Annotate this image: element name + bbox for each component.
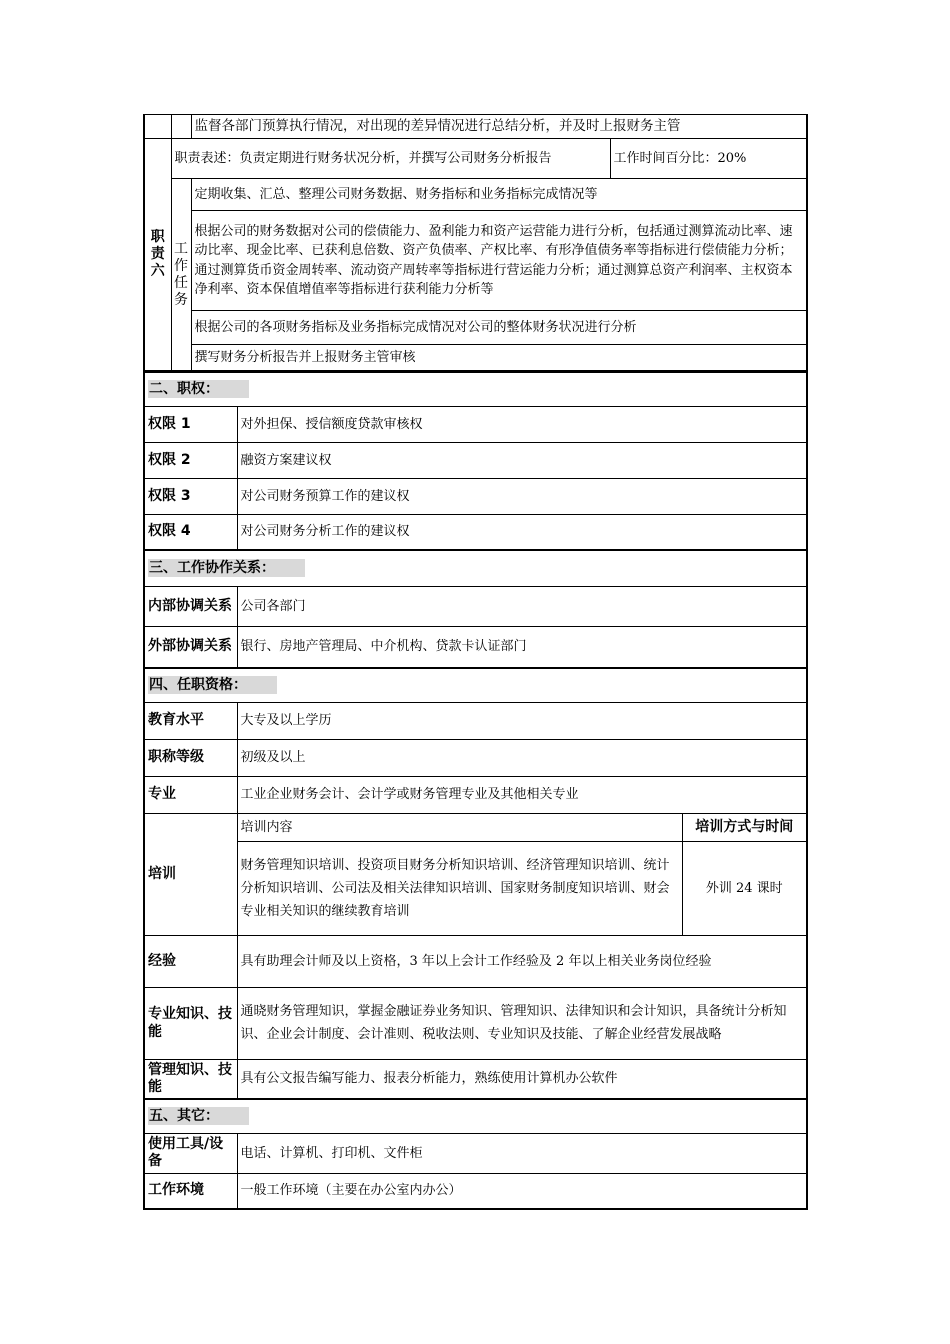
task-item: 根据公司的各项财务指标及业务指标完成情况对公司的整体财务状况进行分析 (191, 311, 807, 345)
duty-table (143, 114, 808, 371)
major-label: 专业 (144, 776, 237, 813)
task-item: 根据公司的财务数据对公司的偿债能力、盈利能力和资产运营能力进行分析，包括通过测算流动比率、速动比率、现金比率、已获利息倍数、资产负债率、产权比率、有形净值债务率等指标进行偿债能力分析；通过测算货币资金周转率、流动资产周转率等指标进行营运能力分析；通过测算总资产利润率、主权资本净利率、资本保值增值率等指标进行获利能力分析等 (191, 211, 807, 311)
internal-coordination-label: 内部协调关系 (144, 586, 237, 626)
task-item: 撰写财务分析报告并上报财务主管审核 (191, 345, 807, 371)
environment-label: 工作环境 (144, 1173, 237, 1209)
authority-1-label: 权限 1 (144, 406, 237, 442)
authority-4-value: 对公司财务分析工作的建议权 (237, 514, 807, 550)
prev-task-label-cell (171, 115, 191, 139)
section-collaboration-title: 三、工作协作关系： (144, 550, 807, 586)
authority-2-value: 融资方案建议权 (237, 442, 807, 478)
prev-duty-label-cell (144, 115, 171, 139)
authority-1-value: 对外担保、授信额度贷款审核权 (237, 406, 807, 442)
authority-4-label: 权限 4 (144, 514, 237, 550)
tools-value: 电话、计算机、打印机、文件柜 (237, 1133, 807, 1173)
authority-3-value: 对公司财务预算工作的建议权 (237, 478, 807, 514)
external-coordination-value: 银行、房地产管理局、中介机构、贷款卡认证部门 (237, 626, 807, 668)
training-method-header: 培训方式与时间 (682, 813, 807, 841)
time-percentage: 工作时间百分比：20% (610, 139, 807, 179)
section-qualification-title: 四、任职资格： (144, 668, 807, 702)
internal-coordination-value: 公司各部门 (237, 586, 807, 626)
title-level-value: 初级及以上 (237, 739, 807, 776)
tools-label: 使用工具/设备 (144, 1133, 237, 1173)
mgmt-knowledge-label: 管理知识、技能 (144, 1059, 237, 1099)
experience-value: 具有助理会计师及以上资格，3 年以上会计工作经验及 2 年以上相关业务岗位经验 (237, 935, 807, 987)
prev-task: 监督各部门预算执行情况，对出现的差异情况进行总结分析，并及时上报财务主管 (191, 115, 807, 139)
education-value: 大专及以上学历 (237, 702, 807, 739)
task-label: 工作任务 (171, 179, 191, 371)
major-value: 工业企业财务会计、会计学或财务管理专业及其他相关专业 (237, 776, 807, 813)
qualification-table (143, 371, 808, 1210)
duty-six-label: 职责六 (144, 139, 171, 371)
education-label: 教育水平 (144, 702, 237, 739)
prof-knowledge-value: 通晓财务管理知识，掌握金融证券业务知识、管理知识、法律知识和会计知识，具备统计分析知识、企业会计制度、会计准则、税收法则、专业知识及技能、了解企业经营发展战略 (237, 987, 807, 1059)
external-coordination-label: 外部协调关系 (144, 626, 237, 668)
section-other-title: 五、其它： (144, 1099, 807, 1133)
mgmt-knowledge-value: 具有公文报告编写能力、报表分析能力，熟练使用计算机办公软件 (237, 1059, 807, 1099)
authority-2-label: 权限 2 (144, 442, 237, 478)
task-item: 定期收集、汇总、整理公司财务数据、财务指标和业务指标完成情况等 (191, 179, 807, 211)
section-authority-title: 二、职权： (144, 372, 807, 406)
training-content-header: 培训内容 (237, 813, 682, 841)
training-method: 外训 24 课时 (682, 841, 807, 935)
training-content: 财务管理知识培训、投资项目财务分析知识培训、经济管理知识培训、统计分析知识培训、公司法及相关法律知识培训、国家财务制度知识培训、财会专业相关知识的继续教育培训 (237, 841, 682, 935)
prof-knowledge-label: 专业知识、技能 (144, 987, 237, 1059)
experience-label: 经验 (144, 935, 237, 987)
title-level-label: 职称等级 (144, 739, 237, 776)
duty-statement: 职责表述：负责定期进行财务状况分析，并撰写公司财务分析报告 (171, 139, 610, 179)
environment-value: 一般工作环境（主要在办公室内办公） (237, 1173, 807, 1209)
job-description-page (143, 114, 806, 1210)
authority-3-label: 权限 3 (144, 478, 237, 514)
training-label: 培训 (144, 813, 237, 935)
